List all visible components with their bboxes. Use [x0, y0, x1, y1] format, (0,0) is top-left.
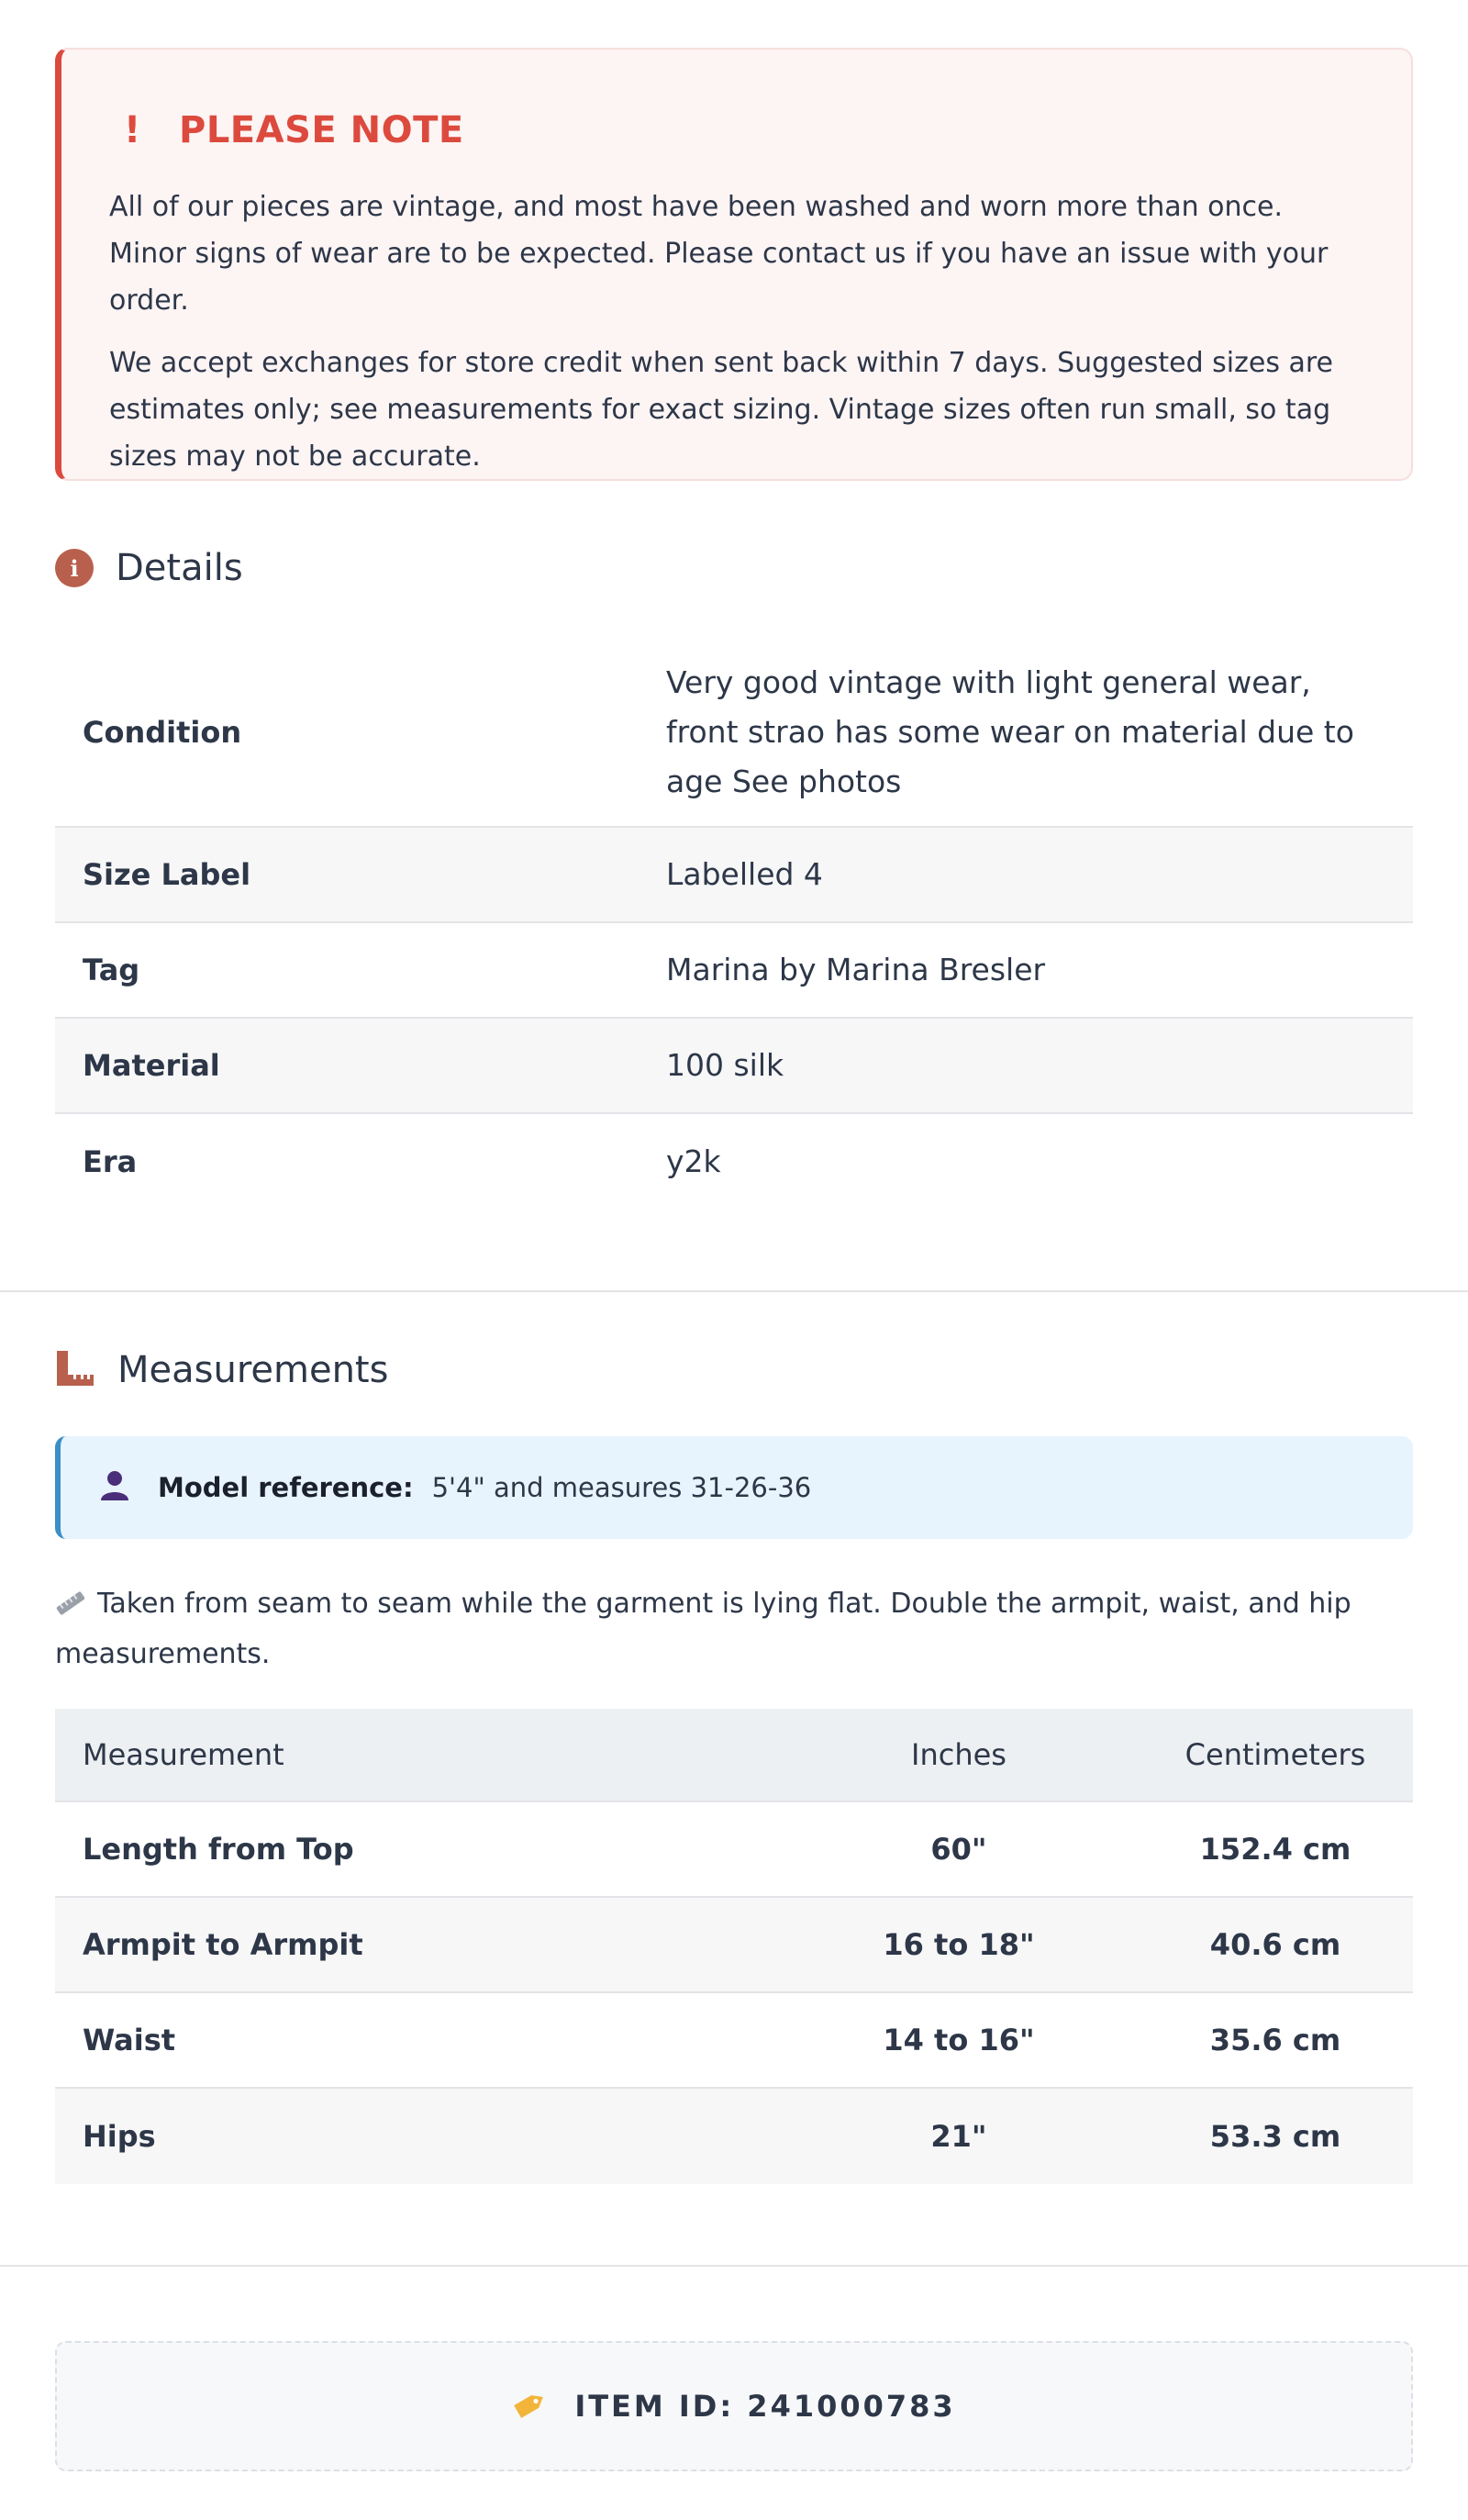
ruler-icon	[55, 1349, 95, 1391]
item-id-label: ITEM ID: 241000783	[574, 2389, 956, 2424]
details-label: Era	[83, 1144, 138, 1179]
measurement-name: Waist	[83, 2023, 176, 2057]
section-divider	[0, 2265, 1468, 2267]
details-row	[55, 1019, 1413, 1114]
measurements-table	[55, 1709, 1413, 2184]
measurement-name: Hips	[83, 2119, 156, 2154]
measurement-name: Length from Top	[83, 1832, 354, 1867]
item-id-box	[55, 2341, 1413, 2471]
details-row	[55, 639, 1413, 828]
notice-paragraph-1: All of our pieces are vintage, and most have been washed and worn more than once. Minor signs of wear are to be expected. Please contact us if you have an issue with your order.	[109, 191, 1329, 317]
details-title: Details	[116, 547, 243, 589]
exclamation-icon: !	[124, 109, 141, 151]
measurement-hint	[55, 1580, 1376, 1678]
table-row	[55, 1898, 1413, 1993]
table-row	[55, 2089, 1413, 2184]
measurement-cm: 53.3 cm	[1209, 2119, 1341, 2154]
table-row	[55, 1802, 1413, 1898]
info-icon: i	[55, 549, 94, 587]
details-value: Marina by Marina Bresler	[666, 952, 1046, 987]
measurement-inches: 16 to 18"	[883, 1927, 1035, 1962]
measurement-cm: 35.6 cm	[1209, 2023, 1341, 2057]
details-row	[55, 923, 1413, 1019]
details-header	[55, 547, 243, 589]
table-row	[55, 1993, 1413, 2089]
details-row	[55, 1114, 1413, 1210]
details-row	[55, 828, 1413, 923]
details-table	[55, 639, 1413, 1210]
model-reference-label: Model reference:	[158, 1472, 414, 1503]
notice-header	[109, 105, 1363, 156]
measurement-inches: 14 to 16"	[883, 2023, 1035, 2057]
measurements-header	[55, 1349, 388, 1391]
column-header: Centimeters	[1184, 1737, 1366, 1772]
notice-box	[55, 48, 1413, 481]
details-label: Material	[83, 1048, 220, 1083]
details-value: 100 silk	[666, 1047, 784, 1083]
column-header: Inches	[911, 1737, 1006, 1772]
details-label: Size Label	[83, 857, 251, 892]
details-value: y2k	[666, 1143, 721, 1179]
details-value: Very good vintage with light general wear, front strao has some wear on material due to age See photos	[666, 664, 1354, 799]
model-reference-box	[55, 1436, 1413, 1539]
person-icon	[99, 1469, 130, 1507]
column-header: Measurement	[83, 1737, 284, 1772]
measurement-inches: 21"	[930, 2119, 987, 2154]
measurement-cm: 152.4 cm	[1199, 1832, 1351, 1867]
details-label: Condition	[83, 715, 242, 750]
measurement-cm: 40.6 cm	[1209, 1927, 1341, 1962]
ruler-icon	[55, 1584, 86, 1631]
measurements-title: Measurements	[117, 1349, 389, 1391]
measurement-inches: 60"	[930, 1832, 987, 1867]
notice-title: PLEASE NOTE	[179, 109, 464, 151]
measurement-hint-text: Taken from seam to seam while the garment is lying flat. Double the armpit, waist, and hip measurements.	[55, 1588, 1351, 1670]
details-label: Tag	[83, 953, 140, 987]
model-reference-value: 5'4" and measures 31-26-36	[431, 1472, 812, 1503]
measurement-name: Armpit to Armpit	[83, 1927, 363, 1962]
notice-paragraph-2: We accept exchanges for store credit when sent back within 7 days. Suggested sizes are estimates only; see measurements for exact sizing. Vintage sizes often run small, so tag sizes may not be accurate.	[109, 347, 1334, 473]
section-divider	[0, 1290, 1468, 1292]
tag-icon	[512, 2388, 549, 2425]
details-value: Labelled 4	[666, 856, 823, 892]
table-header-row	[55, 1709, 1413, 1802]
